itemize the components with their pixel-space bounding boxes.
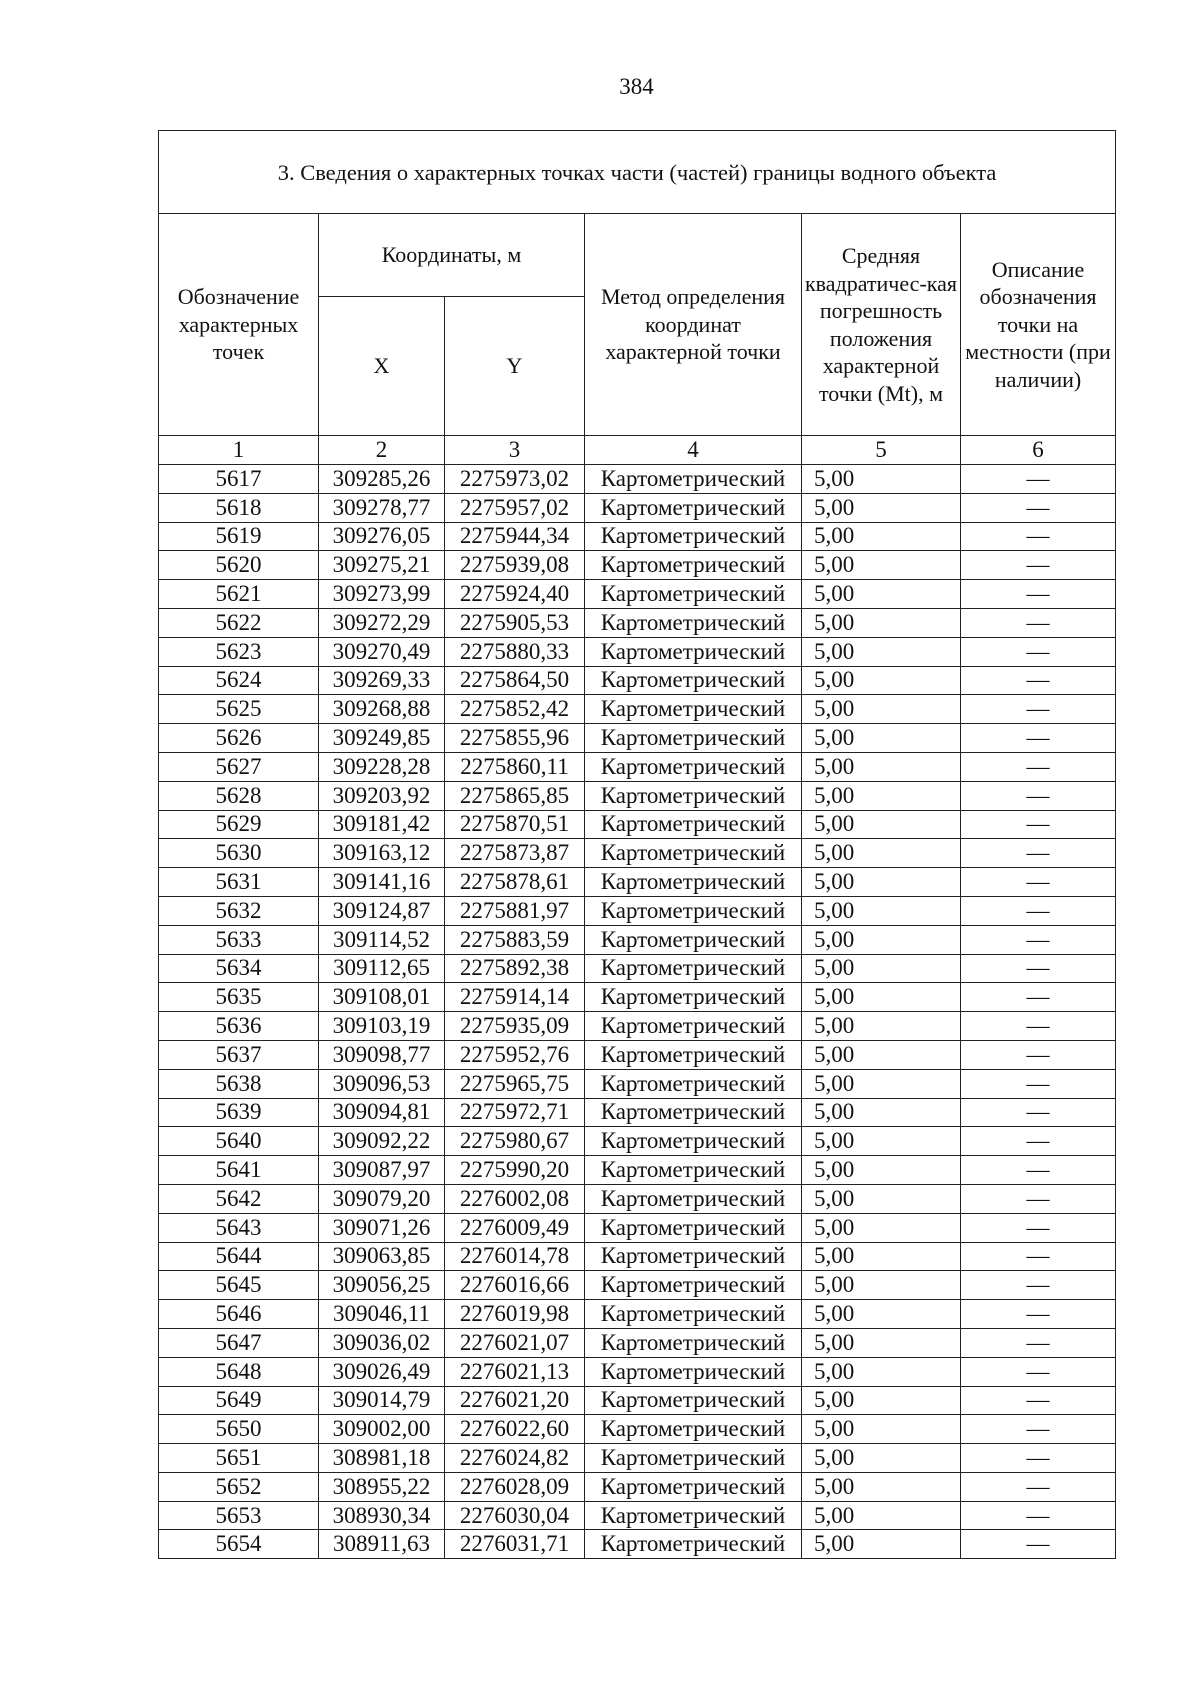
table-row — [159, 493, 1116, 522]
y-coordinate-cell: 2275935,09 — [445, 1012, 585, 1041]
error-cell: 5,00 — [802, 1357, 961, 1386]
table-row — [159, 868, 1116, 897]
table-row — [159, 1098, 1116, 1127]
header-error: Средняя квадратичес-кая погрешность положения характерной точки (Mt), м — [802, 214, 961, 436]
point-id-cell: 5653 — [159, 1501, 319, 1530]
column-number: 2 — [319, 436, 445, 465]
error-cell: 5,00 — [802, 1213, 961, 1242]
description-cell: — — [961, 1530, 1116, 1559]
y-coordinate-cell: 2275973,02 — [445, 465, 585, 494]
point-id-cell: 5631 — [159, 868, 319, 897]
y-coordinate-cell: 2276021,13 — [445, 1357, 585, 1386]
table-row — [159, 580, 1116, 609]
x-coordinate-cell: 309163,12 — [319, 839, 445, 868]
description-cell: — — [961, 1242, 1116, 1271]
y-coordinate-cell: 2275865,85 — [445, 781, 585, 810]
y-coordinate-cell: 2275952,76 — [445, 1040, 585, 1069]
point-id-cell: 5635 — [159, 983, 319, 1012]
x-coordinate-cell: 309268,88 — [319, 695, 445, 724]
boundary-points-table — [158, 130, 1116, 1559]
y-coordinate-cell: 2275990,20 — [445, 1156, 585, 1185]
description-cell: — — [961, 1012, 1116, 1041]
point-id-cell: 5641 — [159, 1156, 319, 1185]
error-cell: 5,00 — [802, 896, 961, 925]
table-row — [159, 1472, 1116, 1501]
description-cell: — — [961, 1156, 1116, 1185]
error-cell: 5,00 — [802, 752, 961, 781]
y-coordinate-cell: 2275892,38 — [445, 954, 585, 983]
description-cell: — — [961, 868, 1116, 897]
error-cell: 5,00 — [802, 580, 961, 609]
table-title: 3. Сведения о характерных точках части (частей) границы водного объекта — [159, 131, 1116, 214]
method-cell: Картометрический — [585, 1012, 802, 1041]
x-coordinate-cell: 309228,28 — [319, 752, 445, 781]
error-cell: 5,00 — [802, 1415, 961, 1444]
error-cell: 5,00 — [802, 1012, 961, 1041]
error-cell: 5,00 — [802, 1040, 961, 1069]
method-cell: Картометрический — [585, 1530, 802, 1559]
y-coordinate-cell: 2275878,61 — [445, 868, 585, 897]
error-cell: 5,00 — [802, 1328, 961, 1357]
table-row — [159, 724, 1116, 753]
error-cell: 5,00 — [802, 1271, 961, 1300]
table-row — [159, 1415, 1116, 1444]
error-cell: 5,00 — [802, 1242, 961, 1271]
method-cell: Картометрический — [585, 925, 802, 954]
description-cell: — — [961, 580, 1116, 609]
point-id-cell: 5628 — [159, 781, 319, 810]
column-number: 1 — [159, 436, 319, 465]
description-cell: — — [961, 925, 1116, 954]
point-id-cell: 5629 — [159, 810, 319, 839]
y-coordinate-cell: 2276021,20 — [445, 1386, 585, 1415]
method-cell: Картометрический — [585, 637, 802, 666]
y-coordinate-cell: 2276024,82 — [445, 1444, 585, 1473]
error-cell: 5,00 — [802, 868, 961, 897]
column-number: 6 — [961, 436, 1116, 465]
y-coordinate-cell: 2275980,67 — [445, 1127, 585, 1156]
method-cell: Картометрический — [585, 1300, 802, 1329]
method-cell: Картометрический — [585, 666, 802, 695]
x-coordinate-cell: 309276,05 — [319, 522, 445, 551]
description-cell: — — [961, 752, 1116, 781]
x-coordinate-cell: 308955,22 — [319, 1472, 445, 1501]
error-cell: 5,00 — [802, 1386, 961, 1415]
method-cell: Картометрический — [585, 1213, 802, 1242]
method-cell: Картометрический — [585, 465, 802, 494]
y-coordinate-cell: 2276031,71 — [445, 1530, 585, 1559]
y-coordinate-cell: 2275852,42 — [445, 695, 585, 724]
description-cell: — — [961, 1444, 1116, 1473]
y-coordinate-cell: 2276028,09 — [445, 1472, 585, 1501]
error-cell: 5,00 — [802, 666, 961, 695]
error-cell: 5,00 — [802, 954, 961, 983]
error-cell: 5,00 — [802, 810, 961, 839]
y-coordinate-cell: 2275870,51 — [445, 810, 585, 839]
error-cell: 5,00 — [802, 983, 961, 1012]
x-coordinate-cell: 309092,22 — [319, 1127, 445, 1156]
x-coordinate-cell: 309141,16 — [319, 868, 445, 897]
point-id-cell: 5644 — [159, 1242, 319, 1271]
point-id-cell: 5637 — [159, 1040, 319, 1069]
table-row — [159, 983, 1116, 1012]
error-cell: 5,00 — [802, 1530, 961, 1559]
method-cell: Картометрический — [585, 868, 802, 897]
description-cell: — — [961, 810, 1116, 839]
error-cell: 5,00 — [802, 724, 961, 753]
description-cell: — — [961, 1415, 1116, 1444]
description-cell: — — [961, 666, 1116, 695]
method-cell: Картометрический — [585, 983, 802, 1012]
header-y: Y — [445, 297, 585, 436]
description-cell: — — [961, 522, 1116, 551]
y-coordinate-cell: 2275905,53 — [445, 608, 585, 637]
table-row — [159, 1530, 1116, 1559]
y-coordinate-cell: 2276021,07 — [445, 1328, 585, 1357]
x-coordinate-cell: 309273,99 — [319, 580, 445, 609]
description-cell: — — [961, 465, 1116, 494]
header-method: Метод определения координат характерной точки — [585, 214, 802, 436]
method-cell: Картометрический — [585, 1242, 802, 1271]
error-cell: 5,00 — [802, 1472, 961, 1501]
header-x: X — [319, 297, 445, 436]
point-id-cell: 5618 — [159, 493, 319, 522]
x-coordinate-cell: 309203,92 — [319, 781, 445, 810]
y-coordinate-cell: 2275965,75 — [445, 1069, 585, 1098]
table-row — [159, 925, 1116, 954]
header-coordinates: Координаты, м — [319, 214, 585, 297]
header-description: Описание обозначения точки на местности (при наличии) — [961, 214, 1116, 436]
description-cell: — — [961, 896, 1116, 925]
x-coordinate-cell: 309087,97 — [319, 1156, 445, 1185]
table-row — [159, 1444, 1116, 1473]
x-coordinate-cell: 309056,25 — [319, 1271, 445, 1300]
method-cell: Картометрический — [585, 954, 802, 983]
point-id-cell: 5630 — [159, 839, 319, 868]
error-cell: 5,00 — [802, 1069, 961, 1098]
description-cell: — — [961, 1271, 1116, 1300]
y-coordinate-cell: 2275957,02 — [445, 493, 585, 522]
table-body — [159, 465, 1116, 1559]
y-coordinate-cell: 2275924,40 — [445, 580, 585, 609]
x-coordinate-cell: 309272,29 — [319, 608, 445, 637]
method-cell: Картометрический — [585, 1156, 802, 1185]
method-cell: Картометрический — [585, 896, 802, 925]
point-id-cell: 5646 — [159, 1300, 319, 1329]
description-cell: — — [961, 1300, 1116, 1329]
method-cell: Картометрический — [585, 1098, 802, 1127]
y-coordinate-cell: 2276014,78 — [445, 1242, 585, 1271]
description-cell: — — [961, 954, 1116, 983]
y-coordinate-cell: 2275883,59 — [445, 925, 585, 954]
method-cell: Картометрический — [585, 695, 802, 724]
description-cell: — — [961, 695, 1116, 724]
method-cell: Картометрический — [585, 810, 802, 839]
table-row — [159, 1357, 1116, 1386]
method-cell: Картометрический — [585, 1127, 802, 1156]
description-cell: — — [961, 1184, 1116, 1213]
x-coordinate-cell: 309181,42 — [319, 810, 445, 839]
table-row — [159, 1242, 1116, 1271]
x-coordinate-cell: 308981,18 — [319, 1444, 445, 1473]
table-row — [159, 695, 1116, 724]
table-row — [159, 1184, 1116, 1213]
method-cell: Картометрический — [585, 1415, 802, 1444]
x-coordinate-cell: 309026,49 — [319, 1357, 445, 1386]
error-cell: 5,00 — [802, 465, 961, 494]
table-row — [159, 666, 1116, 695]
x-coordinate-cell: 308911,63 — [319, 1530, 445, 1559]
x-coordinate-cell: 309285,26 — [319, 465, 445, 494]
x-coordinate-cell: 309096,53 — [319, 1069, 445, 1098]
table-row — [159, 1386, 1116, 1415]
error-cell: 5,00 — [802, 839, 961, 868]
table-row — [159, 839, 1116, 868]
x-coordinate-cell: 309098,77 — [319, 1040, 445, 1069]
description-cell: — — [961, 1386, 1116, 1415]
column-number: 4 — [585, 436, 802, 465]
description-cell: — — [961, 637, 1116, 666]
method-cell: Картометрический — [585, 1386, 802, 1415]
x-coordinate-cell: 309269,33 — [319, 666, 445, 695]
column-number: 5 — [802, 436, 961, 465]
point-id-cell: 5638 — [159, 1069, 319, 1098]
error-cell: 5,00 — [802, 695, 961, 724]
y-coordinate-cell: 2276009,49 — [445, 1213, 585, 1242]
y-coordinate-cell: 2275864,50 — [445, 666, 585, 695]
x-coordinate-cell: 309270,49 — [319, 637, 445, 666]
description-cell: — — [961, 724, 1116, 753]
point-id-cell: 5624 — [159, 666, 319, 695]
table-row — [159, 954, 1116, 983]
table-row — [159, 1040, 1116, 1069]
description-cell: — — [961, 839, 1116, 868]
error-cell: 5,00 — [802, 1127, 961, 1156]
x-coordinate-cell: 309014,79 — [319, 1386, 445, 1415]
error-cell: 5,00 — [802, 925, 961, 954]
y-coordinate-cell: 2275914,14 — [445, 983, 585, 1012]
description-cell: — — [961, 1069, 1116, 1098]
table-row — [159, 551, 1116, 580]
error-cell: 5,00 — [802, 1184, 961, 1213]
y-coordinate-cell: 2275855,96 — [445, 724, 585, 753]
table-row — [159, 1127, 1116, 1156]
point-id-cell: 5645 — [159, 1271, 319, 1300]
table-row — [159, 1156, 1116, 1185]
x-coordinate-cell: 308930,34 — [319, 1501, 445, 1530]
x-coordinate-cell: 309046,11 — [319, 1300, 445, 1329]
y-coordinate-cell: 2275944,34 — [445, 522, 585, 551]
point-id-cell: 5627 — [159, 752, 319, 781]
point-id-cell: 5642 — [159, 1184, 319, 1213]
description-cell: — — [961, 1357, 1116, 1386]
method-cell: Картометрический — [585, 839, 802, 868]
point-id-cell: 5626 — [159, 724, 319, 753]
x-coordinate-cell: 309071,26 — [319, 1213, 445, 1242]
table-row — [159, 1501, 1116, 1530]
point-id-cell: 5651 — [159, 1444, 319, 1473]
point-id-cell: 5621 — [159, 580, 319, 609]
method-cell: Картометрический — [585, 781, 802, 810]
method-cell: Картометрический — [585, 1501, 802, 1530]
point-id-cell: 5619 — [159, 522, 319, 551]
method-cell: Картометрический — [585, 1271, 802, 1300]
point-id-cell: 5620 — [159, 551, 319, 580]
boundary-points-table-container — [158, 130, 1115, 1559]
table-row — [159, 1012, 1116, 1041]
y-coordinate-cell: 2275860,11 — [445, 752, 585, 781]
description-cell: — — [961, 1213, 1116, 1242]
description-cell: — — [961, 551, 1116, 580]
description-cell: — — [961, 1098, 1116, 1127]
method-cell: Картометрический — [585, 724, 802, 753]
table-row — [159, 752, 1116, 781]
column-number: 3 — [445, 436, 585, 465]
method-cell: Картометрический — [585, 551, 802, 580]
x-coordinate-cell: 309103,19 — [319, 1012, 445, 1041]
error-cell: 5,00 — [802, 1300, 961, 1329]
table-row — [159, 810, 1116, 839]
description-cell: — — [961, 608, 1116, 637]
x-coordinate-cell: 309249,85 — [319, 724, 445, 753]
x-coordinate-cell: 309002,00 — [319, 1415, 445, 1444]
y-coordinate-cell: 2276002,08 — [445, 1184, 585, 1213]
method-cell: Картометрический — [585, 608, 802, 637]
method-cell: Картометрический — [585, 1069, 802, 1098]
x-coordinate-cell: 309079,20 — [319, 1184, 445, 1213]
point-id-cell: 5623 — [159, 637, 319, 666]
y-coordinate-cell: 2275881,97 — [445, 896, 585, 925]
point-id-cell: 5625 — [159, 695, 319, 724]
point-id-cell: 5652 — [159, 1472, 319, 1501]
method-cell: Картометрический — [585, 752, 802, 781]
method-cell: Картометрический — [585, 493, 802, 522]
point-id-cell: 5632 — [159, 896, 319, 925]
x-coordinate-cell: 309036,02 — [319, 1328, 445, 1357]
error-cell: 5,00 — [802, 608, 961, 637]
table-row — [159, 1069, 1116, 1098]
point-id-cell: 5634 — [159, 954, 319, 983]
description-cell: — — [961, 983, 1116, 1012]
method-cell: Картометрический — [585, 580, 802, 609]
y-coordinate-cell: 2276030,04 — [445, 1501, 585, 1530]
y-coordinate-cell: 2275939,08 — [445, 551, 585, 580]
table-row — [159, 1328, 1116, 1357]
y-coordinate-cell: 2275972,71 — [445, 1098, 585, 1127]
point-id-cell: 5650 — [159, 1415, 319, 1444]
table-row — [159, 1213, 1116, 1242]
column-number-row — [159, 436, 1116, 465]
y-coordinate-cell: 2276016,66 — [445, 1271, 585, 1300]
method-cell: Картометрический — [585, 1040, 802, 1069]
description-cell: — — [961, 1472, 1116, 1501]
y-coordinate-cell: 2275873,87 — [445, 839, 585, 868]
x-coordinate-cell: 309275,21 — [319, 551, 445, 580]
error-cell: 5,00 — [802, 551, 961, 580]
point-id-cell: 5649 — [159, 1386, 319, 1415]
method-cell: Картометрический — [585, 1184, 802, 1213]
method-cell: Картометрический — [585, 1472, 802, 1501]
y-coordinate-cell: 2276019,98 — [445, 1300, 585, 1329]
x-coordinate-cell: 309124,87 — [319, 896, 445, 925]
table-row — [159, 522, 1116, 551]
description-cell: — — [961, 1040, 1116, 1069]
table-row — [159, 896, 1116, 925]
x-coordinate-cell: 309094,81 — [319, 1098, 445, 1127]
point-id-cell: 5647 — [159, 1328, 319, 1357]
table-row — [159, 1300, 1116, 1329]
x-coordinate-cell: 309112,65 — [319, 954, 445, 983]
error-cell: 5,00 — [802, 522, 961, 551]
error-cell: 5,00 — [802, 1156, 961, 1185]
point-id-cell: 5639 — [159, 1098, 319, 1127]
table-row — [159, 781, 1116, 810]
x-coordinate-cell: 309114,52 — [319, 925, 445, 954]
error-cell: 5,00 — [802, 637, 961, 666]
description-cell: — — [961, 1501, 1116, 1530]
error-cell: 5,00 — [802, 1501, 961, 1530]
header-point-designation: Обозначение характерных точек — [159, 214, 319, 436]
error-cell: 5,00 — [802, 1444, 961, 1473]
x-coordinate-cell: 309063,85 — [319, 1242, 445, 1271]
method-cell: Картометрический — [585, 1328, 802, 1357]
method-cell: Картометрический — [585, 1357, 802, 1386]
method-cell: Картометрический — [585, 522, 802, 551]
method-cell: Картометрический — [585, 1444, 802, 1473]
point-id-cell: 5640 — [159, 1127, 319, 1156]
error-cell: 5,00 — [802, 781, 961, 810]
y-coordinate-cell: 2276022,60 — [445, 1415, 585, 1444]
table-row — [159, 608, 1116, 637]
table-row — [159, 637, 1116, 666]
table-row — [159, 465, 1116, 494]
y-coordinate-cell: 2275880,33 — [445, 637, 585, 666]
error-cell: 5,00 — [802, 493, 961, 522]
point-id-cell: 5633 — [159, 925, 319, 954]
error-cell: 5,00 — [802, 1098, 961, 1127]
table-row — [159, 1271, 1116, 1300]
point-id-cell: 5617 — [159, 465, 319, 494]
point-id-cell: 5643 — [159, 1213, 319, 1242]
point-id-cell: 5622 — [159, 608, 319, 637]
x-coordinate-cell: 309278,77 — [319, 493, 445, 522]
point-id-cell: 5636 — [159, 1012, 319, 1041]
point-id-cell: 5654 — [159, 1530, 319, 1559]
x-coordinate-cell: 309108,01 — [319, 983, 445, 1012]
point-id-cell: 5648 — [159, 1357, 319, 1386]
description-cell: — — [961, 781, 1116, 810]
description-cell: — — [961, 493, 1116, 522]
description-cell: — — [961, 1328, 1116, 1357]
page-number: 384 — [619, 74, 654, 99]
description-cell: — — [961, 1127, 1116, 1156]
